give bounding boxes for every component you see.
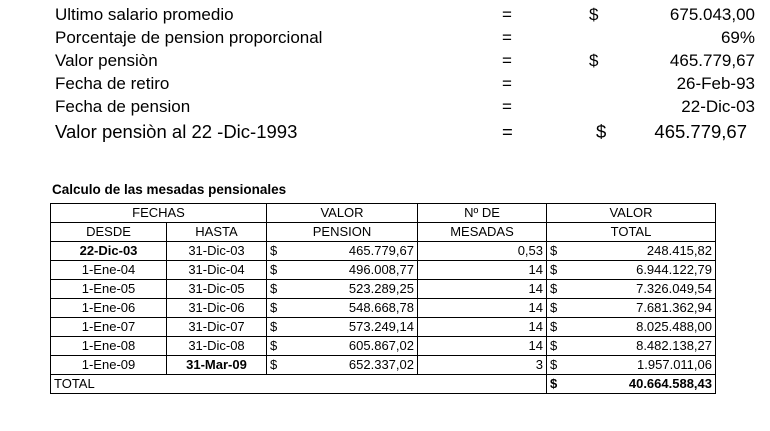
cell-pension: 496.008,77 [295,261,418,280]
equals-sign: = [502,28,512,47]
cell-desde: 22-Dic-03 [51,242,167,261]
summary-value: 465.779,67 [654,121,747,142]
summary-row-valor-pension [55,50,755,73]
table-header-row [51,204,716,223]
cell-total: 6.944.122,79 [575,261,716,280]
cell-mesadas: 14 [418,299,547,318]
cell-hasta: 31-Dic-08 [167,337,267,356]
equals-sign: = [502,5,512,24]
equals-sign: = [502,51,512,70]
cell-pension: 573.249,14 [295,318,418,337]
summary-value: 69% [720,28,755,47]
cell-pension: 523.289,25 [295,280,418,299]
currency-symbol: $ [589,51,599,70]
summary-label: Valor pensiòn al 22 -Dic-1993 [55,121,298,142]
summary-row-fecha-retiro [55,73,755,96]
summary-label: Fecha de retiro [55,74,170,93]
cell-hasta: 31-Dic-03 [167,242,267,261]
cell-mesadas: 14 [418,280,547,299]
cell-total: 8.482.138,27 [575,337,716,356]
summary-label: Valor pensiòn [55,51,158,70]
header-valor: VALOR [267,204,418,223]
cell-pension: 465.779,67 [295,242,418,261]
table-title: Calculo de las mesadas pensionales [52,182,287,197]
total-label: TOTAL [51,375,547,394]
table-row [51,356,716,375]
total-currency: $ [547,375,575,394]
currency-symbol: $ [596,121,607,142]
header-mesadas: MESADAS [418,223,547,242]
cell-currency: $ [547,318,575,337]
cell-mesadas: 14 [418,261,547,280]
cell-desde: 1-Ene-06 [51,299,167,318]
cell-desde: 1-Ene-08 [51,337,167,356]
cell-mesadas: 14 [418,337,547,356]
summary-value: 26-Feb-93 [676,74,755,93]
cell-currency: $ [547,280,575,299]
cell-currency: $ [547,337,575,356]
summary-value: 22-Dic-03 [681,97,755,116]
cell-mesadas: 0,53 [418,242,547,261]
cell-pension: 548.668,78 [295,299,418,318]
table-subheader-row [51,223,716,242]
summary-label: Ultimo salario promedio [55,5,234,24]
mesadas-table [50,203,716,394]
equals-sign: = [502,121,513,142]
currency-symbol: $ [589,5,599,24]
table-row [51,280,716,299]
cell-total: 7.326.049,54 [575,280,716,299]
cell-currency: $ [267,242,295,261]
cell-hasta: 31-Dic-04 [167,261,267,280]
summary-label: Porcentaje de pension proporcional [55,28,323,47]
table-row [51,337,716,356]
cell-currency: $ [547,356,575,375]
cell-desde: 1-Ene-04 [51,261,167,280]
summary-row-salario [55,4,755,27]
header-hasta: HASTA [167,223,267,242]
cell-total: 8.025.488,00 [575,318,716,337]
cell-desde: 1-Ene-05 [51,280,167,299]
cell-currency: $ [547,242,575,261]
cell-currency: $ [267,280,295,299]
summary-value: 465.779,67 [669,51,755,70]
header-desde: DESDE [51,223,167,242]
cell-currency: $ [267,318,295,337]
summary-row-porcentaje [55,27,755,50]
summary-label: Fecha de pension [55,97,191,116]
table-row [51,299,716,318]
header-n-de: Nº DE [418,204,547,223]
cell-pension: 605.867,02 [295,337,418,356]
cell-currency: $ [267,337,295,356]
cell-total: 1.957.011,06 [575,356,716,375]
header-valor-total: VALOR [547,204,716,223]
total-value: 40.664.588,43 [575,375,716,394]
cell-currency: $ [267,261,295,280]
cell-hasta: 31-Dic-06 [167,299,267,318]
cell-currency: $ [267,356,295,375]
cell-currency: $ [547,261,575,280]
table-row [51,261,716,280]
summary-row-valor-pension-fecha [55,119,755,145]
header-fechas: FECHAS [51,204,267,223]
table-total-row [51,375,716,394]
summary-value: 675.043,00 [669,5,755,24]
cell-mesadas: 14 [418,318,547,337]
cell-currency: $ [547,299,575,318]
cell-mesadas: 3 [418,356,547,375]
header-pension: PENSION [267,223,418,242]
cell-hasta: 31-Dic-05 [167,280,267,299]
equals-sign: = [502,97,512,116]
table-row [51,242,716,261]
cell-total: 248.415,82 [575,242,716,261]
header-total: TOTAL [547,223,716,242]
cell-hasta: 31-Dic-07 [167,318,267,337]
cell-total: 7.681.362,94 [575,299,716,318]
cell-pension: 652.337,02 [295,356,418,375]
equals-sign: = [502,74,512,93]
cell-currency: $ [267,299,295,318]
table-row [51,318,716,337]
summary-block [55,4,755,145]
summary-row-fecha-pension [55,96,755,119]
cell-desde: 1-Ene-07 [51,318,167,337]
cell-desde: 1-Ene-09 [51,356,167,375]
cell-hasta: 31-Mar-09 [167,356,267,375]
